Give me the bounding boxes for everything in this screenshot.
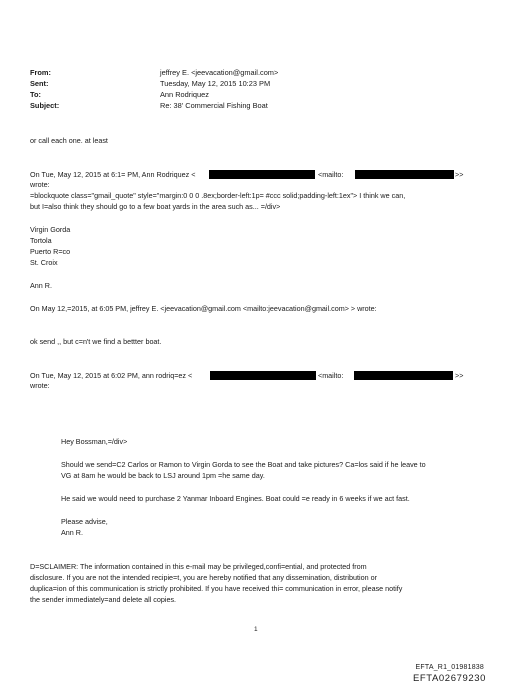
reply-2: ok send ,, but c=n't we find a bettter boat.	[30, 337, 162, 346]
quote1-blockquote-line2: but I=also think they should go to a few boat yards in the area such as... =/div>	[30, 202, 281, 211]
redaction-bar	[210, 371, 316, 380]
redaction-bar	[355, 170, 454, 179]
place-item: Tortola	[30, 236, 52, 245]
quote1-close: >>	[455, 170, 464, 179]
quote3-wrote: wrote:	[30, 381, 50, 390]
paragraph-1-line1: Should we send=C2 Carlos or Ramon to Virgin Gorda to see the Boat and take pictures? Ca=los said if he leave to	[61, 460, 426, 469]
disclaimer-line4: the sender immediately=and delete all copies.	[30, 595, 177, 604]
signature-2: Ann R.	[61, 528, 83, 537]
quote1-intro: On Tue, May 12, 2015 at 6:1= PM, Ann Rodriquez <	[30, 170, 196, 179]
sent-label: Sent:	[30, 79, 49, 88]
to-label: To:	[30, 90, 41, 99]
page-number: 1	[254, 626, 258, 633]
greeting: Hey Bossman,=/div>	[61, 437, 128, 446]
please-advise: Please advise,	[61, 517, 108, 526]
body-line-1: or call each one. at least	[30, 136, 108, 145]
redaction-bar	[354, 371, 453, 380]
quote3-mailto: <mailto:	[318, 371, 344, 380]
redaction-bar	[209, 170, 315, 179]
paragraph-2: He said we would need to purchase 2 Yanmar Inboard Engines. Boat could =e ready in 6 weeks if we act fast.	[61, 494, 410, 503]
quote1-blockquote-line1: =blockquote class="gmail_quote" style="margin:0 0 0 .8ex;border-left:1p= #ccc solid;padding-left:1ex"> I think we can,	[30, 191, 406, 200]
quote1-mailto: <mailto:	[318, 170, 344, 179]
subject-label: Subject:	[30, 101, 60, 110]
to-value: Ann Rodriquez	[160, 90, 209, 99]
subject-value: Re: 38' Commercial Fishing Boat	[160, 101, 268, 110]
sent-value: Tuesday, May 12, 2015 10:23 PM	[160, 79, 271, 88]
quote1-wrote: wrote:	[30, 180, 50, 189]
place-item: Virgin Gorda	[30, 225, 71, 234]
place-item: Puerto R=co	[30, 247, 71, 256]
disclaimer-line3: duplica=ion of this communication is strictly prohibited. If you have received thi= communication in error, please notify	[30, 584, 403, 593]
from-value: jeffrey E. <jeevacation@gmail.com>	[160, 68, 279, 77]
bates-number-large: EFTA02679230	[412, 673, 486, 684]
quote3-intro: On Tue, May 12, 2015 at 6:02 PM, ann rodriq=ez <	[30, 371, 193, 380]
signature-1: Ann R.	[30, 281, 52, 290]
quote2-intro: On May 12,=2015, at 6:05 PM, jeffrey E. <jeevacation@gmail.com <mailto:jeevacation@gmail.com> > wrote:	[30, 304, 377, 313]
disclaimer-line1: D=SCLAIMER: The information contained in this e-mail may be privileged,confi=ential, and protected from	[30, 562, 367, 571]
from-label: From:	[30, 68, 51, 77]
bates-number-small: EFTA_R1_01981838	[415, 664, 484, 671]
paragraph-1-line2: VG at 8am he would be back to LSJ around 1pm =he same day.	[61, 471, 265, 480]
place-item: St. Croix	[30, 258, 58, 267]
quote3-close: >>	[455, 371, 464, 380]
disclaimer-line2: disclosure. If you are not the intended recipie=t, you are hereby notified that any dissemination, distribution or	[30, 573, 378, 582]
